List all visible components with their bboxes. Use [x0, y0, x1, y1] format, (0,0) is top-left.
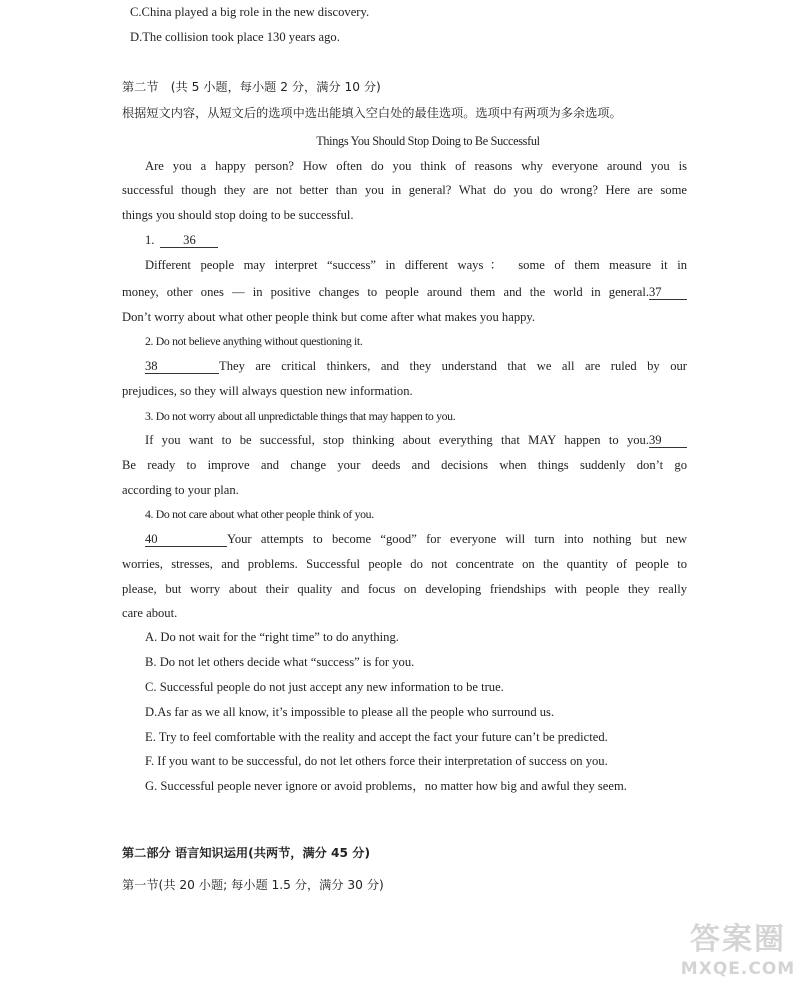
intro-line-3: things you should stop doing to be successful. — [122, 208, 354, 222]
previous-option-c: C.China played a big role in the new discovery. — [130, 5, 370, 19]
blank-39: 39 — [649, 433, 687, 448]
option-a: A. Do not wait for the “right time” to do anything. — [145, 630, 399, 644]
watermark-logo — [676, 922, 800, 988]
option-e: E. Try to feel comfortable with the reality and accept the fact your future can’t be predicted. — [145, 730, 608, 744]
p4-line-3: please, but worry about their quality and focus on developing friendships with people they really — [122, 582, 687, 596]
part2-section1-heading: 第一节(共 20 小题; 每小题 1.5 分，满分 30 分) — [122, 878, 384, 892]
watermark-url: MXQE.COM — [680, 959, 796, 979]
p4-line-1-text: Your attempts to become “good” for everyone will turn into nothing but new — [227, 532, 687, 546]
part2-heading: 第二部分 语言知识运用(共两节，满分 45 分) — [122, 846, 371, 860]
option-f: F. If you want to be successful, do not let others force their interpretation of success on you. — [145, 754, 608, 768]
p2-line-1-text: They are critical thinkers, and they understand that we all are ruled by our — [219, 359, 687, 373]
p4-line-4: care about. — [122, 606, 178, 620]
section2-instruction: 根据短文内容，从短文后的选项中选出能填入空白处的最佳选项。选项中有两项为多余选项。 — [122, 106, 622, 120]
p1-line-1: Different people may interpret “success” in different ways： some of them measure it in — [145, 258, 687, 272]
item-1-line — [145, 232, 218, 248]
passage-title: Things You Should Stop Doing to Be Successful — [316, 134, 540, 148]
p1-line-2 — [122, 284, 687, 300]
heading-4: 4. Do not care about what other people think of you. — [145, 507, 374, 521]
option-c: C. Successful people do not just accept any new information to be true. — [145, 680, 504, 694]
p3-line-1-text: If you want to be successful, stop thinking about everything that MAY happen to you. — [145, 433, 649, 447]
option-d: D.As far as we all know, it’s impossible to please all the people who surround us. — [145, 705, 555, 719]
p1-line-2-text: money, other ones — in positive changes to people around them and the world in general. — [122, 285, 649, 299]
heading-2: 2. Do not believe anything without questioning it. — [145, 334, 363, 348]
p3-line-3: according to your plan. — [122, 483, 239, 497]
option-b: B. Do not let others decide what “success” is for you. — [145, 655, 415, 669]
blank-37: 37 — [649, 285, 687, 300]
p3-line-1 — [145, 432, 687, 448]
option-g: G. Successful people never ignore or avoid problems，no matter how big and awful they seem. — [145, 779, 627, 793]
section2-heading: 第二节 (共 5 小题，每小题 2 分，满分 10 分) — [122, 80, 381, 94]
intro-line-2: successful though they are not better than you in general? What do you do wrong? Here are some — [122, 183, 687, 197]
blank-38: 38 — [145, 359, 219, 374]
p3-line-2: Be ready to improve and change your deeds and decisions when things suddenly don’t go — [122, 458, 687, 472]
p2-line-2: prejudices, so they will always question new information. — [122, 384, 413, 398]
item-1-label: 1. — [145, 233, 155, 247]
previous-option-d: D.The collision took place 130 years ago. — [130, 30, 340, 44]
heading-3: 3. Do not worry about all unpredictable things that may happen to you. — [145, 409, 456, 423]
p1-line-3: Don’t worry about what other people think but come after what makes you happy. — [122, 310, 536, 324]
blank-40: 40 — [145, 532, 227, 547]
blank-36: 36 — [160, 233, 218, 248]
p4-line-1 — [145, 531, 687, 547]
intro-line-1: Are you a happy person? How often do you think of reasons why everyone around you is — [145, 159, 687, 173]
watermark-logo-text: 答案圈 — [690, 922, 786, 957]
p2-line-1 — [145, 358, 687, 374]
p4-line-2: worries, stresses, and problems. Successful people do not concentrate on the quantity of people to — [122, 557, 687, 571]
